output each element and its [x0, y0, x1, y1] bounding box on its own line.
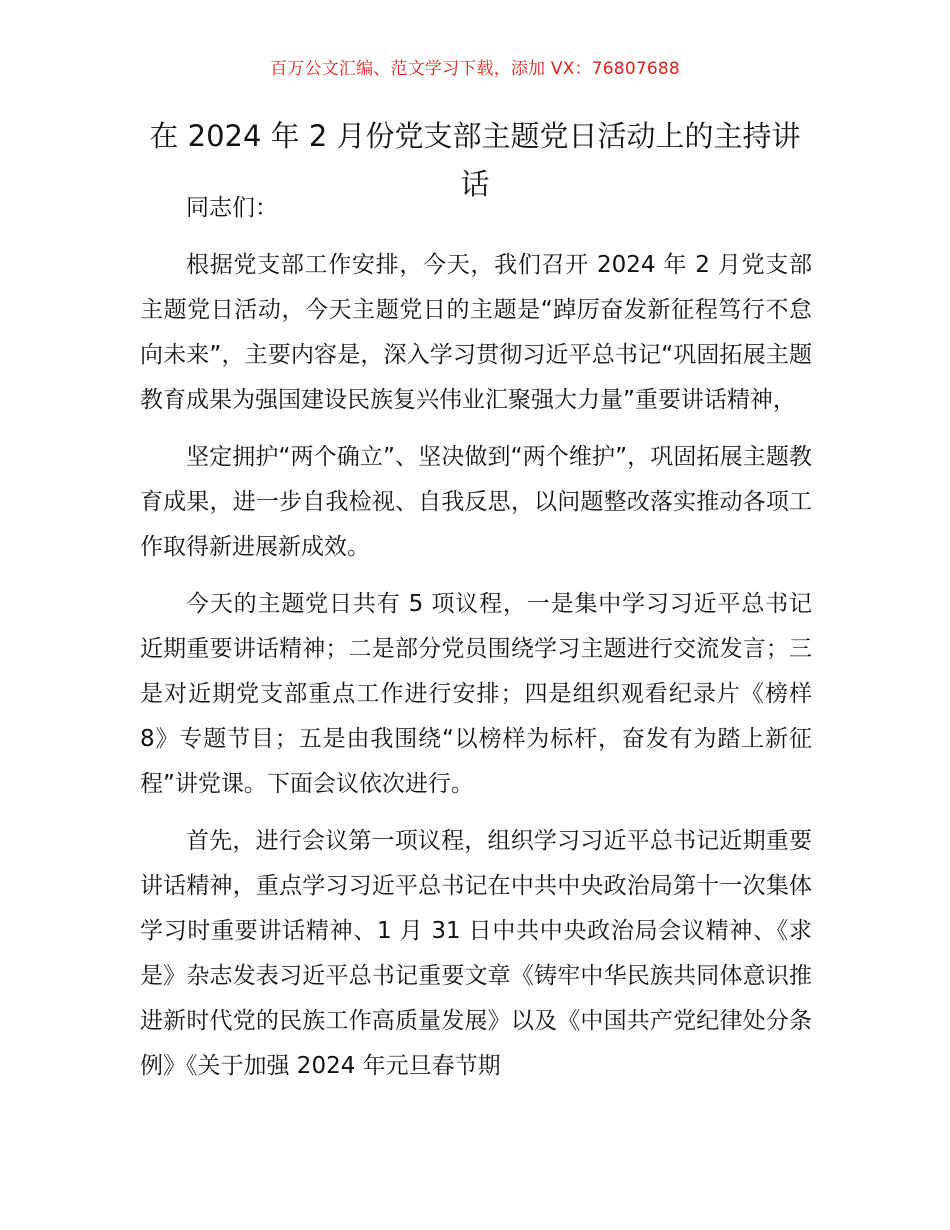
- document-title: 在 2024 年 2 月份党支部主题党日活动上的主持讲话: [149, 119, 801, 201]
- salutation: 同志们：: [186, 195, 278, 221]
- document-body: [140, 186, 812, 1101]
- body-paragraph-2: 坚定拥护“两个确立”、坚决做到“两个维护”，巩固拓展主题教育成果，进一步自我检视、自我反思，以问题整改落实推动各项工作取得新进展新成效。: [140, 444, 812, 560]
- body-paragraph-3: 今天的主题党日共有 5 项议程，一是集中学习习近平总书记近期重要讲话精神；二是部分党员围绕学习主题进行交流发言；三是对近期党支部重点工作进行安排；四是组织观看纪录片《榜样 8》专题节目；五是由我围绕“以榜样为标杆，奋发有为踏上新征程”讲党课。下面会议依次进行。: [140, 591, 812, 797]
- header-promo-note: 百万公文汇编、范文学习下载，添加 VX：76807688: [270, 59, 680, 79]
- body-paragraph-4: 首先，进行会议第一项议程，组织学习习近平总书记近期重要讲话精神，重点学习习近平总书记在中共中央政治局第十一次集体学习时重要讲话精神、1 月 31 日中共中央政治局会议精神、《求是》杂志发表习近平总书记重要文章《铸牢中华民族共同体意识推进新时代党的民族工作高质量发展》以及《中国共产党纪律处分条例》《关于加强 2024 年元旦春节期: [140, 828, 812, 1079]
- body-paragraph-1: 根据党支部工作安排，今天，我们召开 2024 年 2 月党支部主题党日活动，今天主题党日的主题是“踔厉奋发新征程笃行不怠向未来”，主要内容是，深入学习贯彻习近平总书记“巩固拓展主题教育成果为强国建设民族复兴伟业汇聚强大力量”重要讲话精神，: [140, 252, 812, 413]
